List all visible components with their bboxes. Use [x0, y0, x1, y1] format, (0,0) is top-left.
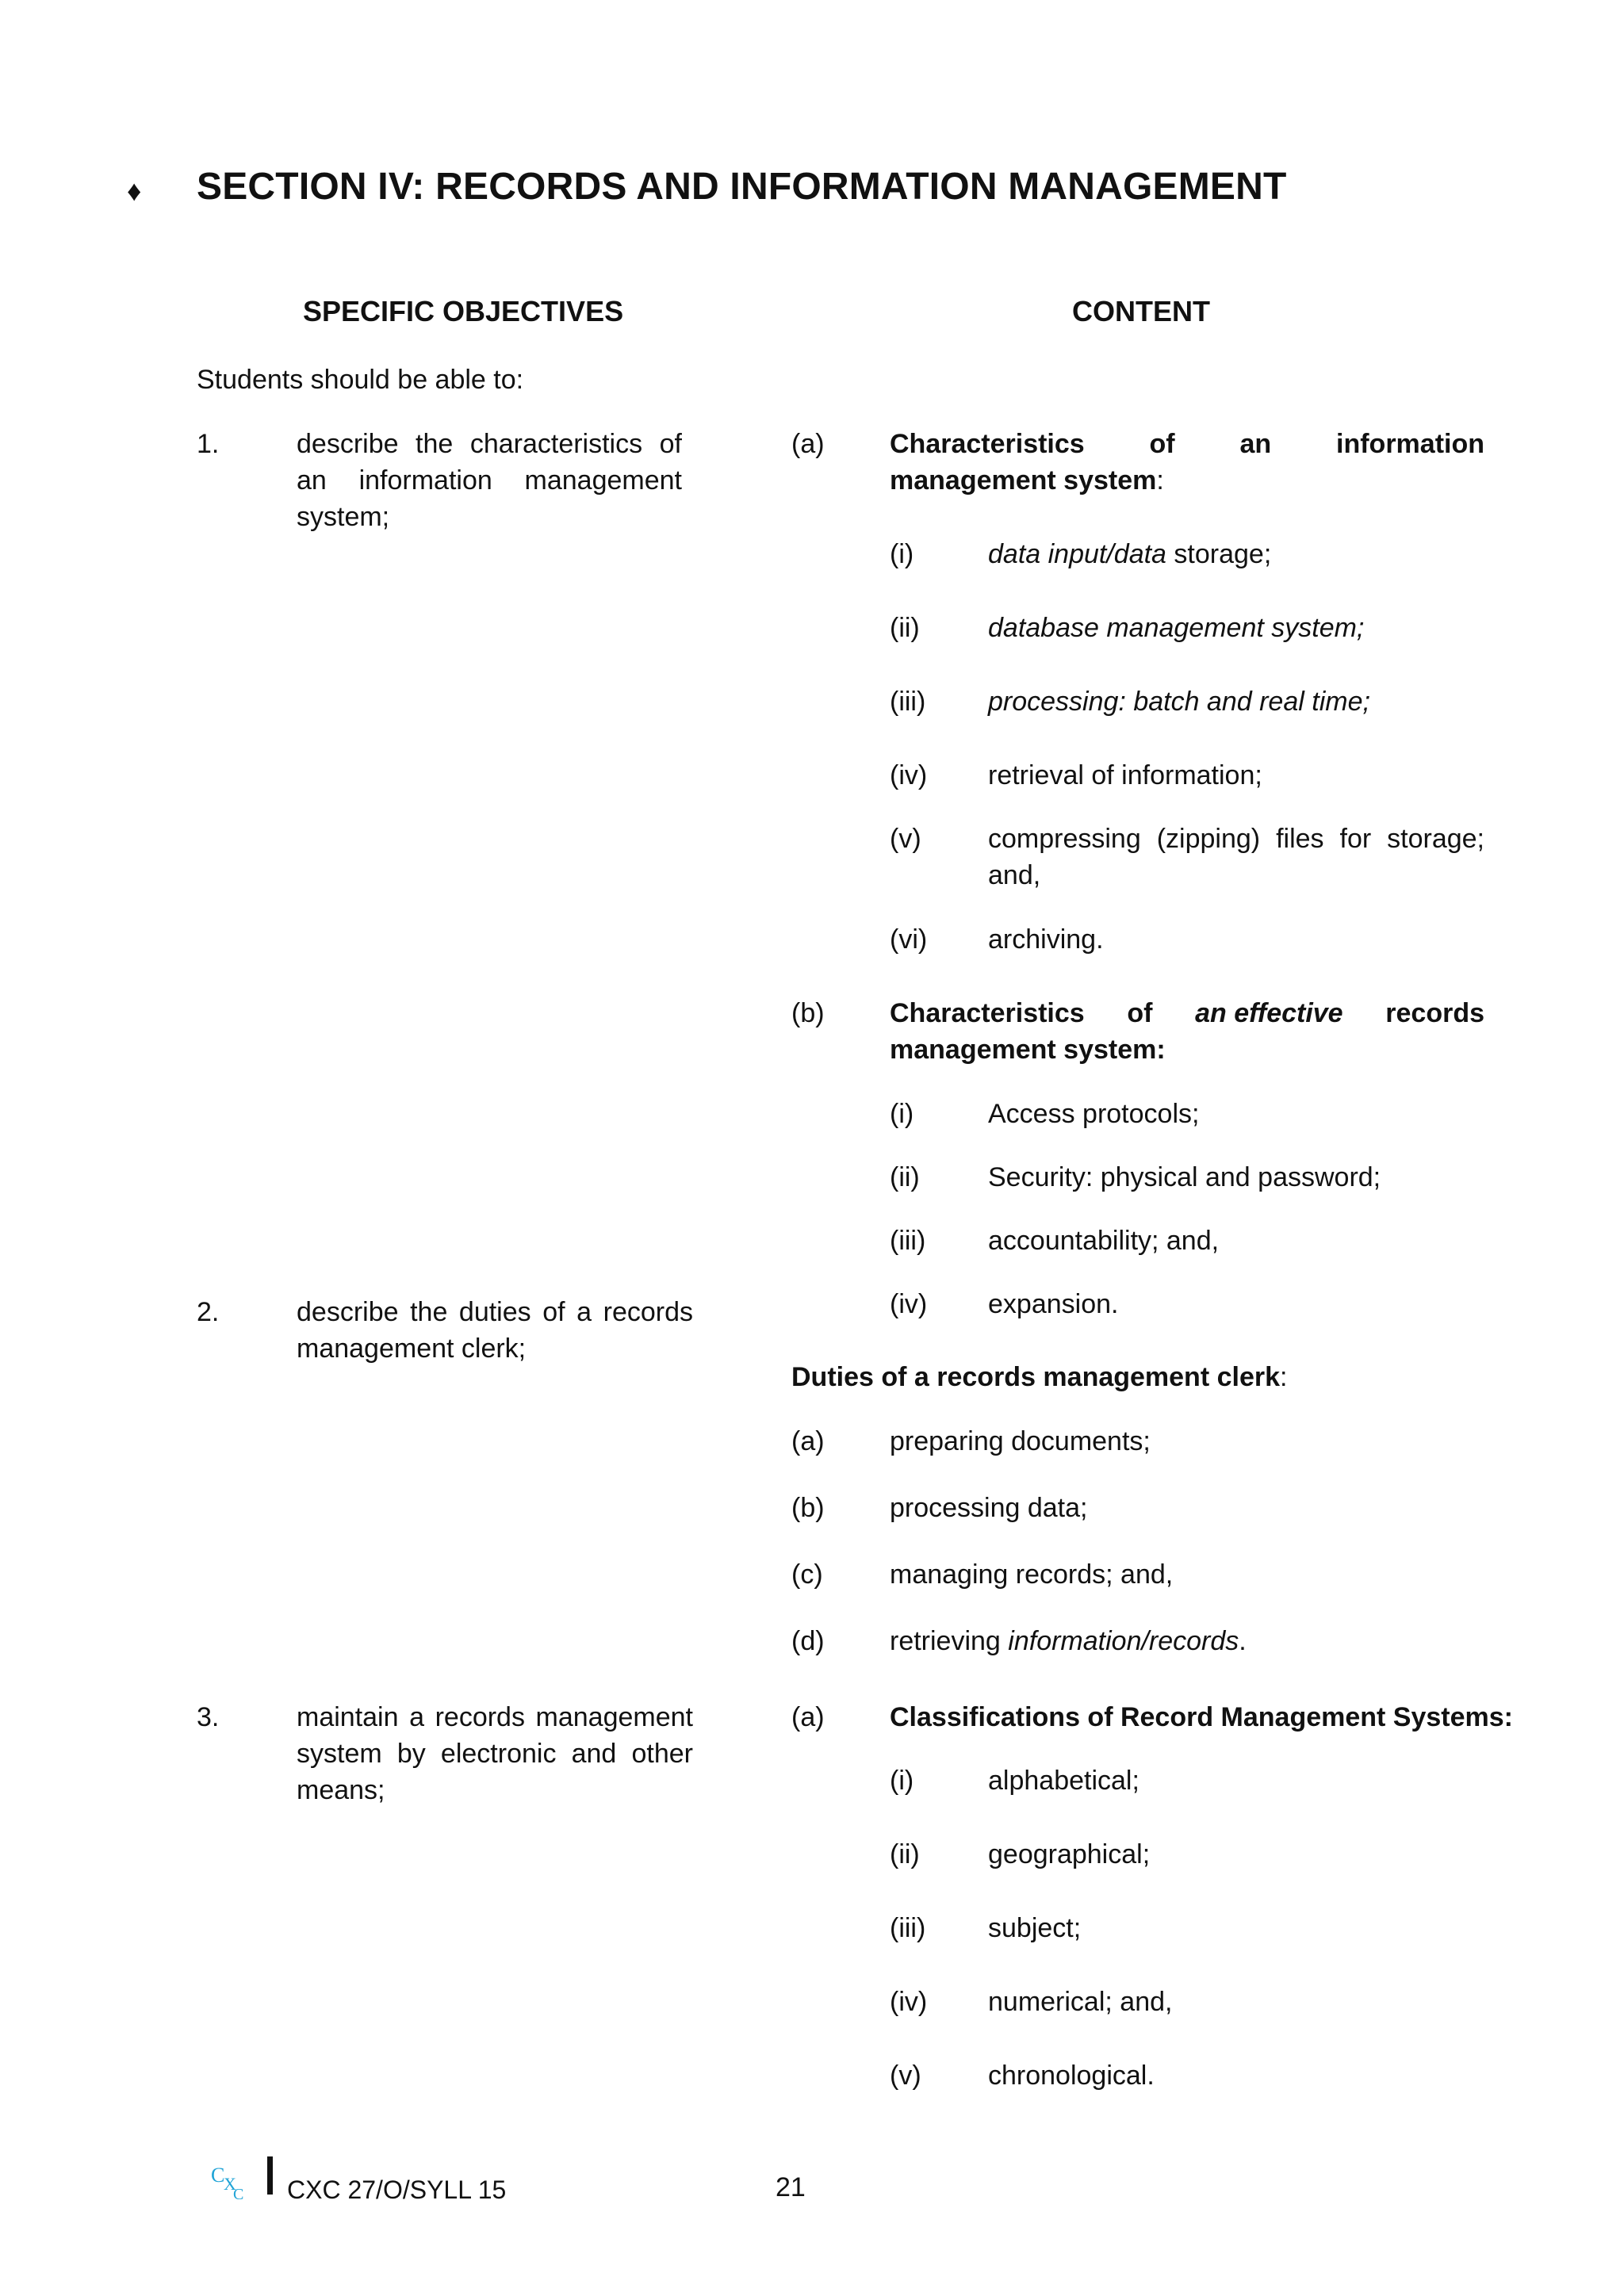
list-item: preparing documents;	[890, 1426, 1151, 1456]
heading-suffix: :	[1280, 1362, 1288, 1392]
item-number: (ii)	[890, 1162, 920, 1192]
heading-word: records	[1385, 998, 1484, 1028]
content-label: (a)	[791, 429, 825, 459]
item-number: (iv)	[890, 760, 928, 790]
svg-text:C: C	[233, 2186, 244, 2203]
list-item: managing records; and,	[890, 1559, 1174, 1590]
footer-divider	[267, 2156, 273, 2195]
heading-suffix: :	[1156, 465, 1164, 496]
item-number: (i)	[890, 1099, 914, 1129]
svg-text:C: C	[211, 2164, 225, 2187]
content-header: CONTENT	[1072, 295, 1210, 327]
item-number: (vi)	[890, 924, 928, 955]
item-number: (v)	[890, 2061, 921, 2091]
item-plain: retrieving	[890, 1626, 1009, 1656]
list-item: processing data;	[890, 1493, 1088, 1523]
list-item: Access protocols;	[988, 1099, 1200, 1129]
item-number: (iv)	[890, 1289, 928, 1319]
heading-word: of	[1127, 998, 1153, 1028]
list-item: database management system;	[988, 613, 1365, 643]
list-item: chronological.	[988, 2061, 1155, 2091]
item-number: (ii)	[890, 613, 920, 643]
heading-text: Duties of a records management clerk	[791, 1362, 1281, 1392]
objective-text: maintain a records management system by electronic and other means;	[297, 1702, 693, 1805]
objective-number: 2.	[197, 1297, 220, 1327]
list-item: geographical;	[988, 1839, 1151, 1869]
objective-text: describe the duties of a records management clerk;	[297, 1297, 693, 1364]
item-number: (iii)	[890, 1226, 926, 1256]
cxc-logo-icon	[208, 2161, 255, 2204]
content-heading	[890, 426, 1484, 499]
list-item	[988, 536, 1271, 572]
objective-number: 3.	[197, 1702, 220, 1732]
page-number: 21	[776, 2172, 806, 2202]
list-item: accountability; and,	[988, 1226, 1220, 1256]
item-number: (i)	[890, 539, 914, 569]
duties-heading	[791, 1359, 1287, 1395]
item-number: (iii)	[890, 687, 926, 717]
content-label: (a)	[791, 1702, 825, 1732]
item-number: (i)	[890, 1766, 914, 1796]
list-item: compressing (zipping) files for storage; and,	[988, 824, 1484, 890]
list-item: expansion.	[988, 1289, 1119, 1319]
item-number: (iv)	[890, 1987, 928, 2017]
objective-number: 1.	[197, 429, 220, 459]
list-item: Security: physical and password;	[988, 1162, 1381, 1192]
heading-italic: an effective	[1195, 998, 1343, 1028]
heading-word: Characteristics	[890, 998, 1085, 1028]
objectives-header: SPECIFIC OBJECTIVES	[303, 295, 624, 327]
item-italic: information/records	[1008, 1626, 1239, 1656]
list-item: retrieval of information;	[988, 760, 1262, 790]
item-number: (ii)	[890, 1839, 920, 1869]
content-heading: Classifications of Record Management Systems:	[890, 1702, 1514, 1732]
item-suffix: .	[1239, 1626, 1247, 1656]
list-item: archiving.	[988, 924, 1104, 955]
intro-text: Students should be able to:	[197, 365, 524, 395]
content-heading	[890, 995, 1484, 1031]
list-item: alphabetical;	[988, 1766, 1139, 1796]
content-label: (b)	[791, 998, 825, 1028]
section-title: SECTION IV: RECORDS AND INFORMATION MANAGEMENT	[197, 166, 1287, 208]
item-plain: storage;	[1166, 539, 1272, 569]
svg-text:X: X	[224, 2174, 236, 2194]
objective-text: describe the characteristics of an information management system;	[297, 429, 682, 532]
item-number: (d)	[791, 1626, 825, 1656]
diamond-bullet-icon: ♦	[127, 174, 142, 207]
heading-text: Characteristics of an information management system	[890, 429, 1484, 496]
list-item: numerical; and,	[988, 1987, 1173, 2017]
item-number: (b)	[791, 1493, 825, 1523]
item-italic: data input/data	[988, 539, 1166, 569]
item-number: (v)	[890, 824, 921, 854]
list-item: processing: batch and real time;	[988, 687, 1370, 717]
item-number: (c)	[791, 1559, 823, 1590]
content-heading-line2: management system:	[890, 1035, 1166, 1065]
syllabus-code: CXC 27/O/SYLL 15	[287, 2175, 507, 2204]
item-number: (iii)	[890, 1913, 926, 1943]
list-item: subject;	[988, 1913, 1082, 1943]
item-number: (a)	[791, 1426, 825, 1456]
list-item	[890, 1623, 1247, 1659]
